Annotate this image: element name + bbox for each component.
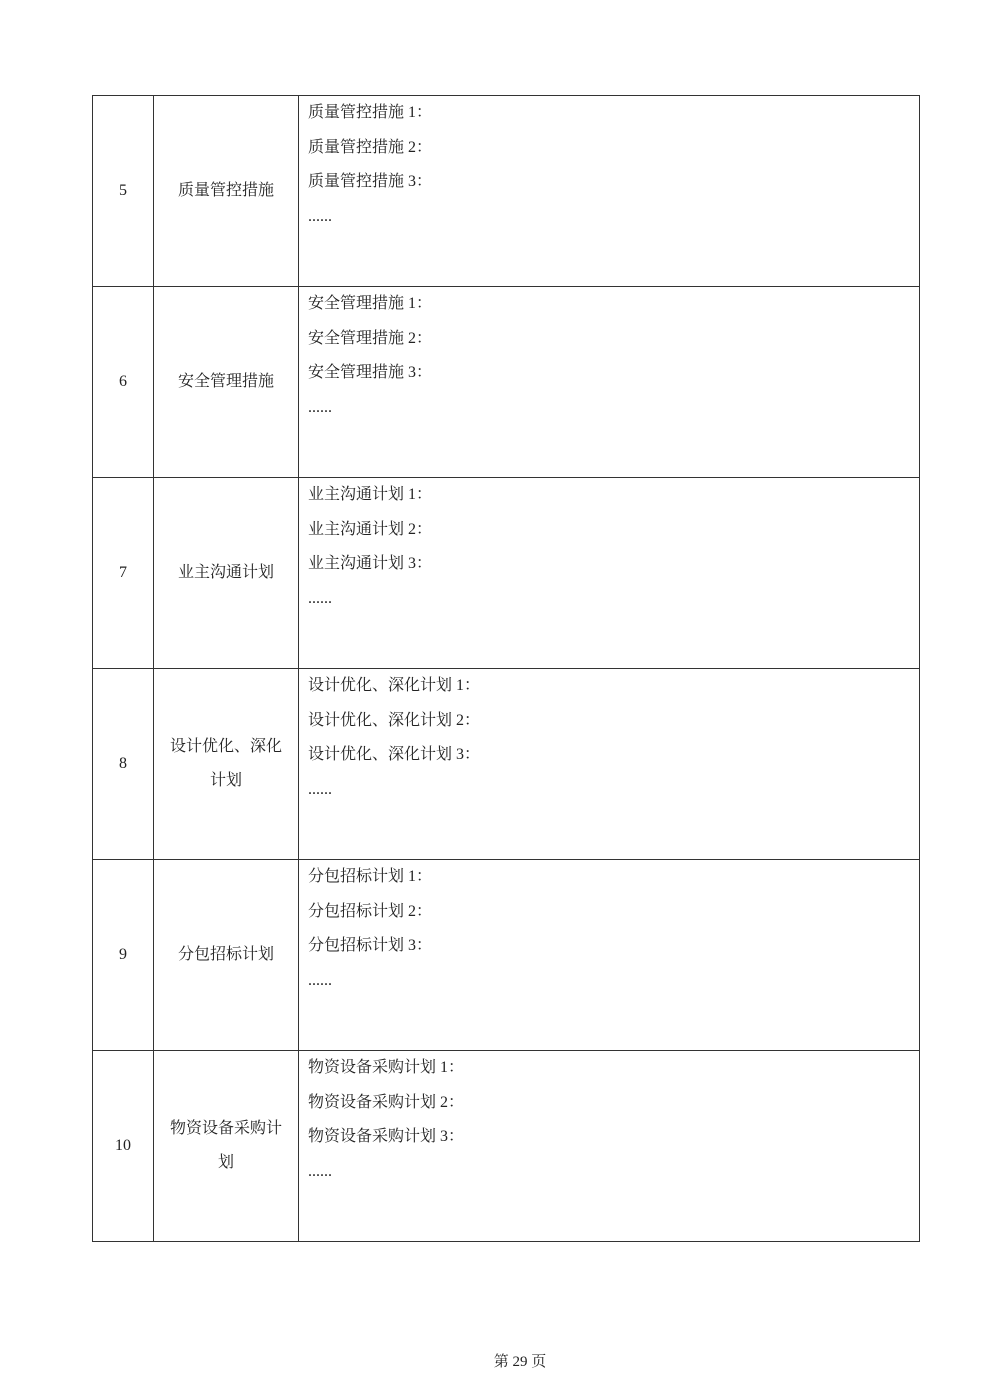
- content-line: 分包招标计划 1：: [308, 868, 433, 885]
- content-line: 分包招标计划 2：: [308, 902, 433, 920]
- content-line: 业主沟通计划 2：: [308, 520, 433, 538]
- content-line: 安全管理措施 3：: [308, 364, 433, 381]
- content-line: ......: [308, 971, 332, 989]
- table-row: [93, 860, 920, 1051]
- content-line: 物资设备采购计划 3：: [308, 1128, 465, 1145]
- row-number: 8: [93, 669, 154, 860]
- row-number: 9: [93, 860, 154, 1051]
- content-line: 质量管控措施 3：: [308, 173, 433, 190]
- content-line: ......: [308, 589, 332, 607]
- item-content: [299, 1051, 920, 1242]
- item-name: 质量管控措施: [154, 96, 299, 287]
- item-name: 物资设备采购计划: [154, 1051, 299, 1242]
- content-line: 安全管理措施 1：: [308, 295, 433, 312]
- content-line: 安全管理措施 2：: [308, 329, 433, 347]
- plan-table: [92, 95, 920, 1242]
- item-name: 分包招标计划: [154, 860, 299, 1051]
- row-number: 6: [93, 287, 154, 478]
- content-line: ......: [308, 398, 332, 416]
- content-line: 物资设备采购计划 2：: [308, 1093, 465, 1111]
- row-number: 5: [93, 96, 154, 287]
- table-row: [93, 287, 920, 478]
- item-content: [299, 860, 920, 1051]
- table-row: [93, 478, 920, 669]
- content-line: 设计优化、深化计划 1：: [308, 677, 481, 694]
- content-line: 物资设备采购计划 1：: [308, 1059, 465, 1076]
- row-number: 10: [93, 1051, 154, 1242]
- table-row: [93, 669, 920, 860]
- item-content: [299, 96, 920, 287]
- page-number: 第 29 页: [493, 1354, 547, 1370]
- item-name: 安全管理措施: [154, 287, 299, 478]
- content-line: 业主沟通计划 1：: [308, 486, 433, 503]
- content-line: 质量管控措施 2：: [308, 138, 433, 156]
- content-line: 设计优化、深化计划 3：: [308, 746, 481, 763]
- content-line: ......: [308, 1162, 332, 1180]
- content-line: ......: [308, 207, 332, 225]
- content-line: 业主沟通计划 3：: [308, 555, 433, 572]
- item-content: [299, 478, 920, 669]
- table-row: [93, 96, 920, 287]
- table-row: [93, 1051, 920, 1242]
- item-content: [299, 669, 920, 860]
- item-content: [299, 287, 920, 478]
- item-name: 设计优化、深化计划: [154, 669, 299, 860]
- item-name: 业主沟通计划: [154, 478, 299, 669]
- content-line: ......: [308, 780, 332, 798]
- content-line: 设计优化、深化计划 2：: [308, 711, 481, 729]
- content-line: 质量管控措施 1：: [308, 104, 433, 121]
- content-line: 分包招标计划 3：: [308, 937, 433, 954]
- row-number: 7: [93, 478, 154, 669]
